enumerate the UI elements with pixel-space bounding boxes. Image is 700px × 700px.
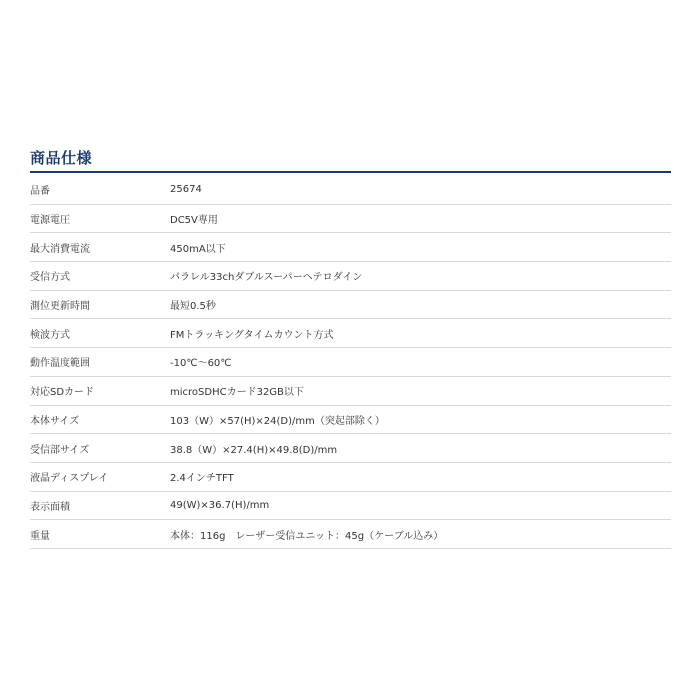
spec-value: 450mA以下 xyxy=(170,233,671,262)
spec-row xyxy=(30,204,671,233)
spec-row xyxy=(30,262,671,291)
spec-value: パラレル33chダブルスーパーヘテロダイン xyxy=(170,262,671,291)
spec-row xyxy=(30,491,671,520)
spec-label: 液晶ディスプレイ xyxy=(30,462,170,491)
spec-table xyxy=(30,176,671,549)
spec-label: 測位更新時間 xyxy=(30,290,170,319)
spec-row xyxy=(30,348,671,377)
spec-row xyxy=(30,462,671,491)
spec-value: -10℃～60℃ xyxy=(170,348,671,377)
spec-label: 動作温度範囲 xyxy=(30,348,170,377)
spec-row xyxy=(30,176,671,204)
product-spec-section xyxy=(30,145,671,549)
spec-value: 49(W)×36.7(H)/mm xyxy=(170,491,671,520)
spec-label: 重量 xyxy=(30,520,170,549)
section-title: 商品仕様 xyxy=(30,149,93,167)
spec-row xyxy=(30,434,671,463)
spec-label: 受信部サイズ xyxy=(30,434,170,463)
title-divider xyxy=(30,171,671,173)
spec-value: 本体：116g レーザー受信ユニット：45g（ケーブル込み） xyxy=(170,520,671,549)
spec-value: 38.8（W）×27.4(H)×49.8(D)/mm xyxy=(170,434,671,463)
spec-value: microSDHCカード32GB以下 xyxy=(170,376,671,405)
spec-row xyxy=(30,233,671,262)
spec-label: 検波方式 xyxy=(30,319,170,348)
spec-row xyxy=(30,405,671,434)
spec-row xyxy=(30,520,671,549)
spec-value: 2.4インチTFT xyxy=(170,462,671,491)
spec-label: 品番 xyxy=(30,176,170,204)
spec-label: 電源電圧 xyxy=(30,204,170,233)
spec-label: 最大消費電流 xyxy=(30,233,170,262)
spec-value: 103（W）×57(H)×24(D)/mm（突起部除く） xyxy=(170,405,671,434)
spec-value: 25674 xyxy=(170,176,671,204)
spec-row xyxy=(30,376,671,405)
spec-label: 受信方式 xyxy=(30,262,170,291)
spec-value: 最短0.5秒 xyxy=(170,290,671,319)
spec-value: DC5V専用 xyxy=(170,204,671,233)
spec-value: FMトラッキングタイムカウント方式 xyxy=(170,319,671,348)
spec-label: 表示面積 xyxy=(30,491,170,520)
spec-row xyxy=(30,290,671,319)
spec-label: 本体サイズ xyxy=(30,405,170,434)
spec-label: 対応SDカード xyxy=(30,376,170,405)
spec-row xyxy=(30,319,671,348)
